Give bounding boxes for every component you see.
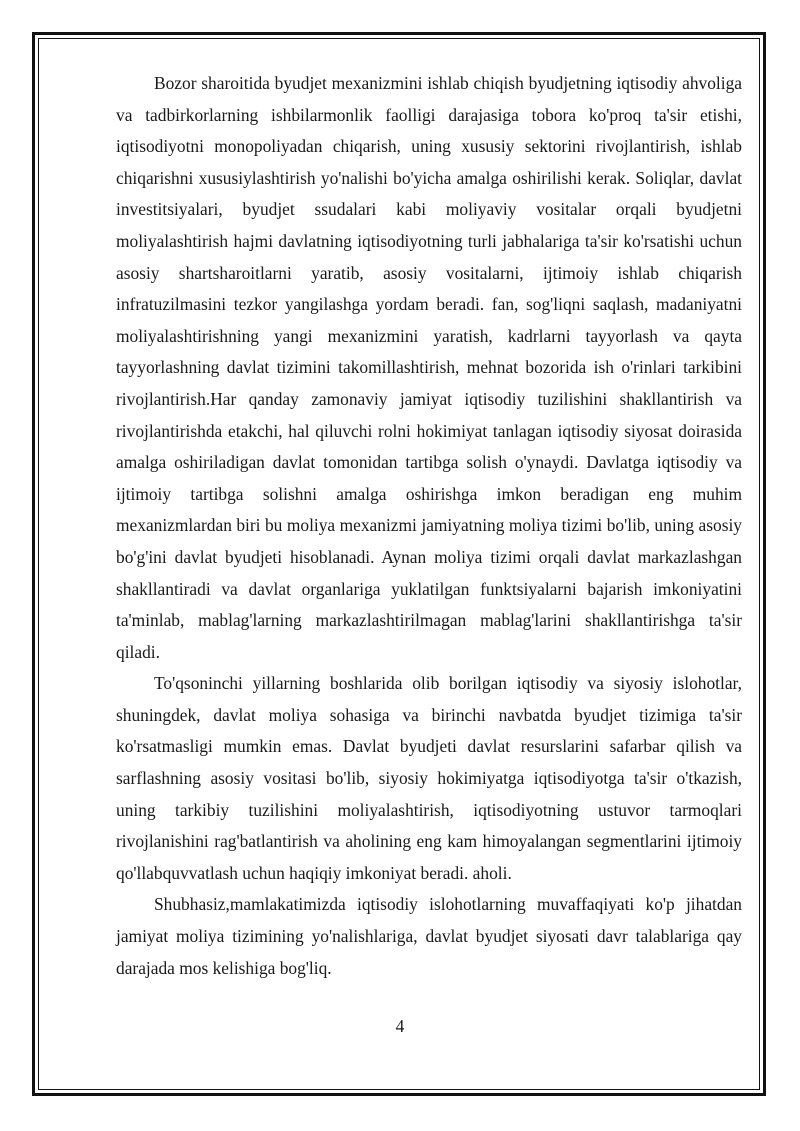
paragraph-1: Bozor sharoitida byudjet mexanizmini ishlab chiqish byudjetning iqtisodiy ahvoliga va tadbirkorlarning ishbilarmonlik faolligi darajasiga tobora ko'proq ta'sir etishi, iqtisodiyotni monopoliyadan chiqarish, uning xususiy sektorini rivojlantirish, ishlab chiqarishni xususiylashtirish yo'nalishi bo'yicha amalga oshirilishi kerak. Soliqlar, davlat investitsiyalari, byudjet ssudalari kabi moliyaviy vositalar orqali byudjetni moliyalashtirish hajmi davlatning iqtisodiyotning turli jabhalariga ta'sir ko'rsatishi uchun asosiy shartsharoitlarni yaratib, asosiy vositalarni, ijtimoiy ishlab chiqarish infratuzilmasini tezkor yangilashga yordam beradi. fan, sog'liqni saqlash, madaniyatni moliyalashtirishning yangi mexanizmini yaratish, kadrlarni tayyorlash va qayta tayyorlashning davlat tizimini takomillashtirish, mehnat bozorida ish o'rinlari tarkibini rivojlantirish.Har qanday zamonaviy jamiyat iqtisodiy tuzilishini shakllantirish va rivojlantirishda etakchi, hal qiluvchi rolni hokimiyat tanlagan iqtisodiy siyosat doirasida amalga oshiriladigan davlat tomonidan tartibga solish o'ynaydi. Davlatga iqtisodiy va ijtimoiy tartibga solishni amalga oshirishga imkon beradigan eng muhim mexanizmlardan biri bu moliya mexanizmi jamiyatning moliya tizimi bo'lib, uning asosiy bo'g'ini davlat byudjeti hisoblanadi. Aynan moliya tizimi orqali davlat markazlashgan shakllantiradi va davlat organlariga yuklatilgan funktsiyalarni bajarish imkoniyatini ta'minlab, mablag'larning markazlashtirilmagan mablag'larini shakllantirishga ta'sir qiladi. xyxy=(116,73,742,662)
page-number: 4 xyxy=(395,1016,405,1036)
paragraph-3: Shubhasiz,mamlakatimizda iqtisodiy islohotlarning muvaffaqiyati ko'p jihatdan jamiyat moliya tizimining yo'nalishlariga, davlat byudjet siyosati davr talablariga qay darajada mos kelishiga bog'liq. xyxy=(116,894,742,978)
document-body xyxy=(116,68,742,984)
paragraph-2: To'qsoninchi yillarning boshlarida olib borilgan iqtisodiy va siyosiy islohotlar, shuningdek, davlat moliya sohasiga va birinchi navbatda byudjet tizimiga ta'sir ko'rsatmasligi mumkin emas. Davlat byudjeti davlat resurslarini safarbar qilish va sarflashning asosiy vositasi bo'lib, siyosiy hokimiyatga iqtisodiyotga ta'sir o'tkazish, uning tarkibiy tuzilishini moliyalashtirish, iqtisodiyotning ustuvor tarmoqlari rivojlanishini rag'batlantirish va aholining eng kam himoyalangan segmentlarini ijtimoiy qo'llabquvvatlash uchun haqiqiy imkoniyat beradi. aholi. xyxy=(116,673,742,883)
